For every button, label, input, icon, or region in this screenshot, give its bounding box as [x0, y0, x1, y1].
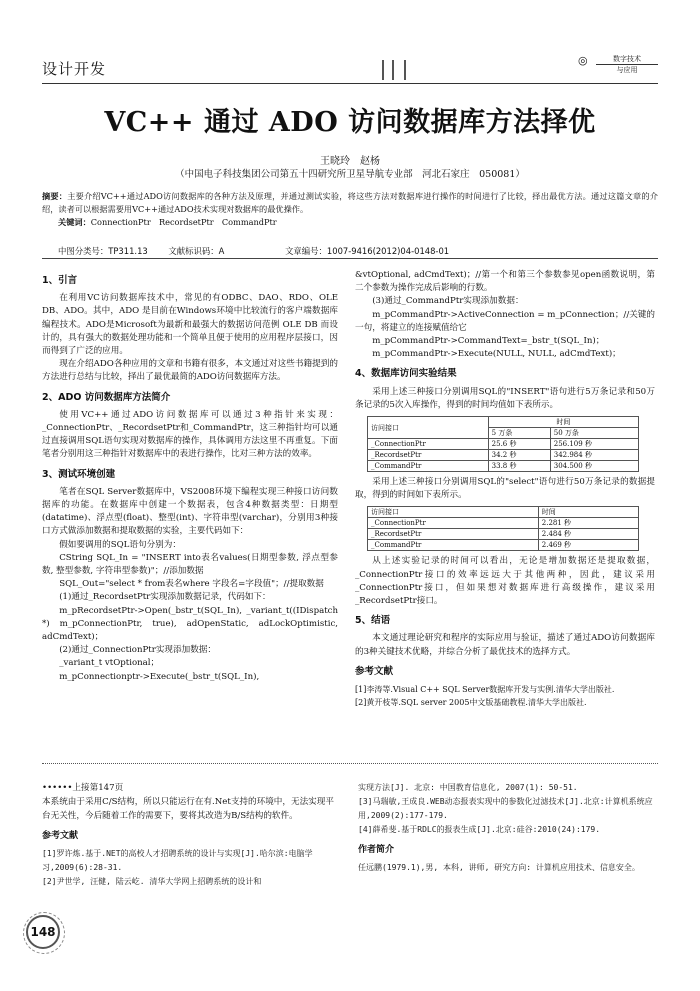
paragraph: 使用VC++通过ADO访问数据库可以通过3种指针来实现：_ConnectionPtr、_RecordsetPtr和_CommandPtr，这三种指针均可以通过直接调用SQL语句实现对数据库的操作，具体调用方法这里不再重复。下面笔者分别用这三种指针对数据库中的表进行操作，比对三种方法的效率。 [42, 409, 338, 460]
paragraph: 假如要调用的SQL语句分别为： [59, 539, 181, 550]
table-cell: 25.6 秒 [488, 439, 550, 450]
page-number-badge: 148 [26, 915, 60, 949]
doc-code: 文献标识码：A [168, 246, 225, 256]
references-heading: 参考文献 [355, 665, 394, 677]
table-header-500k: 50 万条 [550, 428, 638, 439]
table-cell: _ConnectionPtr [368, 439, 489, 450]
reference-item: [1]李涛等.Visual C++ SQL Server数据库开发与实例.清华大学出版社. [355, 685, 615, 695]
paragraph: 采用上述三种接口分别调用SQL的"select"语句进行50万条记录的数据提取，得到的时间如下表所示。 [355, 477, 655, 501]
table-cell: 2.484 秒 [538, 529, 638, 540]
code-line: &vtOptional, adCmdText)；//第一个和第三个参数参见open函数说明，第二个参数为操作完成后影响的行数。 [355, 270, 655, 294]
table-cell: _ConnectionPtr [368, 518, 539, 529]
section-divider [42, 763, 658, 764]
continued-from-note: ••••••上接第147页 [42, 783, 124, 793]
heading-environment: 3、测试环境创建 [42, 468, 116, 480]
abstract-text: 主要介绍VC++通过ADO访问数据库的各种方法及原理，并通过测试实验，将这些方法对数据库进行操作的时间进行了比较，择出最优方法。通过这篇文章的介绍，读者可以根据需要用VC++通过ADO技术实现对数据库的最优操作。 [42, 191, 658, 214]
paragraph: 从上述实验记录的时间可以看出，无论是增加数据还是提取数据，_ConnectionPtr接口的效率远远大于其他两种，因此，建议采用_ConnectionPtr接口，但如果想对数据库进行高级操作，建议采用_RecordsetPtr接口。 [355, 556, 655, 607]
table-row [368, 439, 639, 450]
keywords-text: ConnectionPtr RecordsetPtr CommandPtr [90, 217, 277, 227]
paragraph: 本系统由于采用C/S结构，所以只能运行在有.Net支持的环境中，无法实现平台无关性，今后随着工作的需要下，要将其改造为B/S结构的软件。 [42, 797, 334, 821]
code-line: m_pCommandPtr->CommandText=_bstr_t(SQL_In)； [372, 336, 605, 347]
abstract [42, 190, 658, 229]
keywords-label: 关键词： [58, 217, 91, 227]
reference-item: [2]黄开枝等.SQL server 2005中文版基础教程.清华大学出版社. [355, 698, 587, 708]
article-title: VC++ 通过 ADO 访问数据库方法择优 [104, 107, 596, 138]
table-cell: _CommandPtr [368, 540, 539, 551]
reference-item: [4]薛希斐.基于RDLC的报表生成[J].北京:硅谷:2010(24):179. [358, 825, 601, 834]
table-header-interface: 访问接口 [368, 507, 539, 518]
paragraph: 采用上述三种接口分别调用SQL的"INSERT"语句进行5万条记录和50万条记录的5次入库操作，得到的时间均值如下表所示。 [355, 386, 655, 410]
code-line: m_pConnectionptr->Execute(_bstr_t(SQL_In), [59, 671, 260, 682]
paragraph: (2)通过_ConnectionPtr实现添加数据： [59, 645, 216, 656]
paragraph: 在利用VC访问数据库技术中，常见的有ODBC、DAO、RDO、OLE DB、ADO。其中，ADO 是目前在Windows环境中比较流行的客户端数据库编程技术。ADO是Microsoft为最新和最强大的数据访问范例 OLE DB 而设计的，具有强大的数据处理功能和一个简单且便于使用的应用程序层接口，因而得到了广泛的应用。 [42, 293, 338, 357]
journal-logo-icon: ◎ [578, 54, 588, 67]
heading-methods: 2、ADO 访问数据库方法简介 [42, 391, 171, 403]
table-cell: _RecordsetPtr [368, 529, 539, 540]
continued-article-right [358, 781, 658, 875]
table-cell: _CommandPtr [368, 461, 489, 472]
code-line: m_pRecordsetPtr->Open(_bstr_t(SQL_In), _variant_t((IDispatch *) m_pConnectionPtr, true), adOpenStatic, adLockOptimistic, adCmdText)； [42, 605, 338, 643]
table-row [368, 518, 639, 529]
page-header [42, 48, 658, 84]
reference-item: [2]尹世学, 汪健, 陆云屹. 清华大学网上招聘系统的设计和 [42, 877, 262, 886]
table-cell: 2.469 秒 [538, 540, 638, 551]
paragraph: (3)通过_CommandPtr实现添加数据： [372, 296, 524, 307]
table-row [368, 461, 639, 472]
table-row [368, 529, 639, 540]
paragraph: 笔者在SQL Server数据库中，VS2008环境下编程实现三种接口访问数据库的功能。在数据库中创建一个数据表，包含4种数据类型：日期型(datatime)、浮点型(float)、整型(int)、字符串型(varchar)，分别用3种接口方式做添加数据和提取数据的实验，主要代码如下： [42, 486, 338, 537]
table-header-interface: 访问接口 [368, 417, 489, 439]
affiliation: （中国电子科技集团公司第五十四研究所卫星导航专业部 河北石家庄 050081） [175, 169, 525, 180]
select-timing-table [367, 506, 639, 551]
table-header-time: 时间 [488, 417, 638, 428]
reference-item: 实现方法[J]. 北京: 中国教育信息化, 2007(1): 50-51. [358, 783, 578, 792]
heading-conclusion: 5、结语 [355, 615, 391, 627]
table-cell: 2.281 秒 [538, 518, 638, 529]
table-cell: 342.984 秒 [550, 450, 638, 461]
heading-intro: 1、引言 [42, 275, 78, 286]
article-number: 文章编号：1007-9416(2012)04-0148-01 [285, 246, 450, 256]
code-line: SQL_Out="select * from表名where 字段名=字段值"；//提取数据 [59, 579, 324, 590]
code-line: CString SQL_In = "INSERT into表名values(日期型参数, 浮点型参数, 整型参数, 字符串型参数)"；//添加数据 [42, 552, 338, 577]
table-cell: 304.500 秒 [550, 461, 638, 472]
table-row [368, 450, 639, 461]
paragraph: 本文通过理论研究和程序的实际应用与验证，描述了通过ADO访问数据库的3种关键技术优略，并综合分析了最优技术的选择方式。 [355, 633, 655, 657]
heading-results: 4、数据库访问实验结果 [355, 368, 457, 380]
table-header-50k: 5 万条 [488, 428, 550, 439]
references-heading: 参考文献 [42, 831, 79, 841]
table-cell: 33.8 秒 [488, 461, 550, 472]
author-bio: 任远鹏(1979.1),男, 本科, 讲师, 研究方向: 计算机应用技术、信息安全。 [358, 863, 640, 872]
table-cell: 256.109 秒 [550, 439, 638, 450]
authors: 王晓玲 赵杨 [320, 156, 380, 167]
table-header-time: 时间 [538, 507, 638, 518]
continued-article-left [42, 781, 338, 889]
classification-meta [58, 245, 658, 257]
author-bio-heading: 作者简介 [358, 845, 395, 855]
insert-timing-table [367, 416, 639, 472]
paragraph: 现在介绍ADO各种应用的文章和书籍有很多，本文通过对这些书籍提到的方法进行总结与比较，择出了最优最简的ADO访问数据库方法。 [42, 359, 338, 383]
right-column [355, 269, 655, 709]
paragraph: (1)通过_RecordsetPtr实现添加数据记录，代码如下： [59, 592, 271, 603]
reference-item: [3]马瑞敏,王成良.WEB动态报表实现中的参数化过滤技术[J].北京:计算机系统应用,2009(2):177-179. [358, 797, 653, 820]
left-column [42, 268, 338, 684]
header-bars-decoration [382, 60, 406, 80]
abstract-label: 摘要： [42, 191, 68, 201]
table-cell: 34.2 秒 [488, 450, 550, 461]
journal-logo [578, 54, 658, 82]
logo-line1: 数字技术 [596, 54, 658, 65]
logo-line2: 与应用 [616, 66, 638, 74]
code-line: _variant_t vtOptional； [59, 658, 160, 669]
clc-number: 中图分类号：TP311.13 [58, 246, 148, 256]
code-line: m_pCommandPtr->Execute(NULL, NULL, adCmdText)； [372, 349, 621, 360]
table-row [368, 540, 639, 551]
section-label: 设计开发 [42, 60, 107, 78]
code-line: m_pCommandPtr->ActiveConnection = m_pConnection；//关键的一句，将建立的连接赋值给它 [355, 309, 655, 333]
reference-item: [1]罗许炼.基于.NET的高校人才招聘系统的设计与实现[J].哈尔滨:电脑学习,2009(6):28-31. [42, 849, 313, 872]
header-rule [42, 258, 658, 259]
table-cell: _RecordsetPtr [368, 450, 489, 461]
